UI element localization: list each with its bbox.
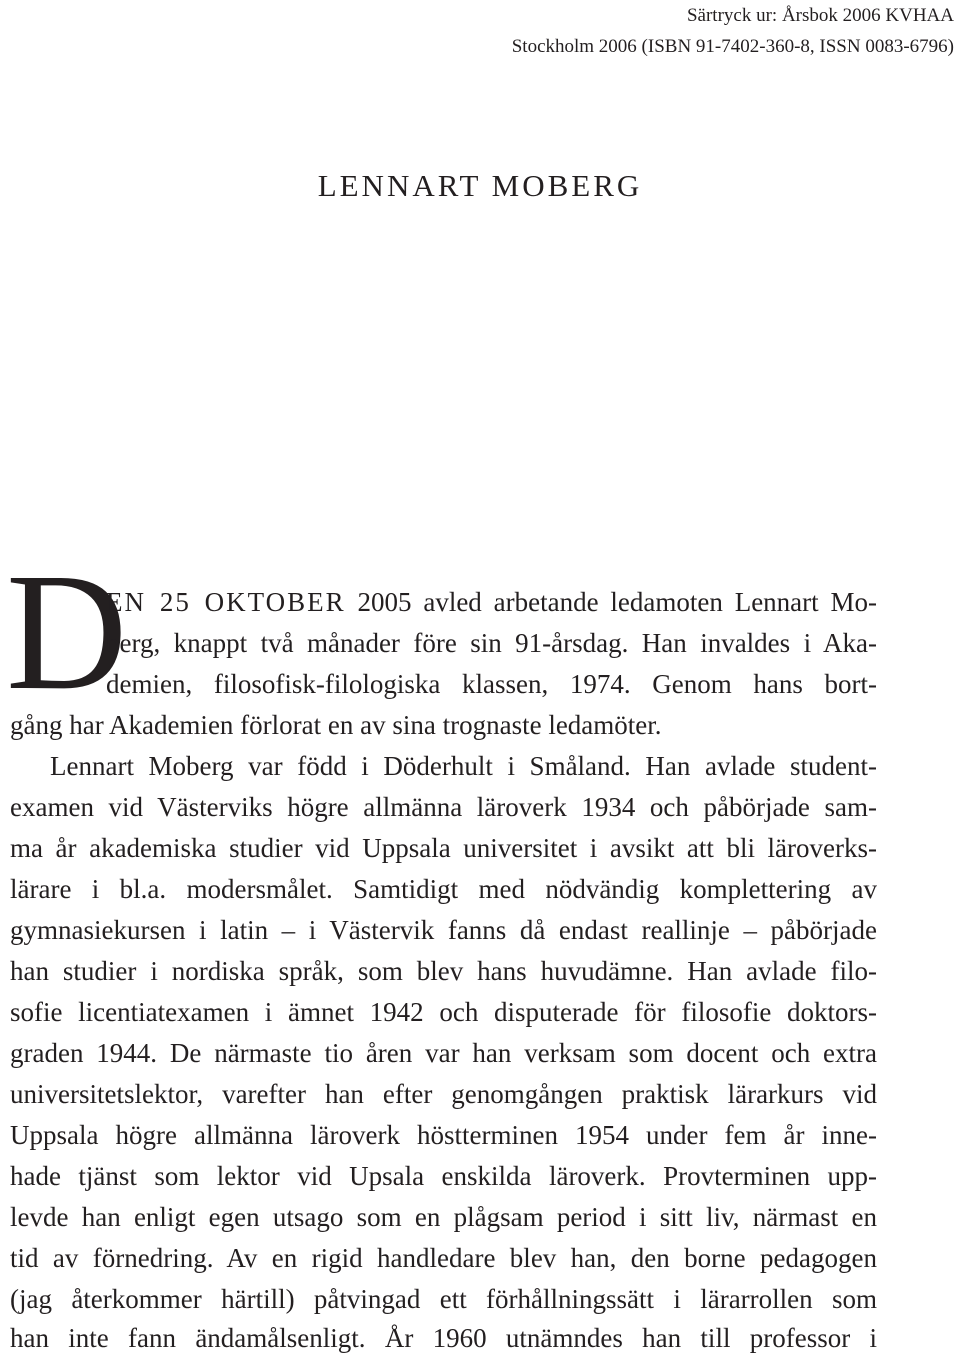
body-line: graden 1944. De närmaste tio åren var han verksam som docent och extra [10,1038,877,1068]
body-line-1: EN 25 OKTOBER 2005 avled arbetande ledamoten Lennart Mo- [106,587,877,617]
body-line: Uppsala högre allmänna läroverk höstterminen 1954 under fem år inne- [10,1120,877,1150]
body-line: hade tjänst som lektor vid Upsala enskilda läroverk. Provterminen upp- [10,1161,877,1191]
body-line: (jag återkommer härtill) påtvingad ett förhållningssätt i lärarrollen som [10,1284,877,1314]
body-line: Lennart Moberg var född i Döderhult i Småland. Han avlade student- [50,751,877,781]
body-line: levde han enligt egen utsago som en plågsam period i sitt liv, närmast en [10,1202,877,1232]
body-line: gymnasiekursen i latin – i Västervik fanns då endast reallinje – påbörjade [10,915,877,945]
body-line: demien, filosofisk-filologiska klassen, 1974. Genom hans bort- [106,669,877,699]
body-line: gång har Akademien förlorat en av sina trognaste ledamöter. [10,710,662,740]
body-line: han inte fann ändamålsenligt. År 1960 utnämndes han till professor i [10,1323,877,1353]
body-line: tid av förnedring. Av en rigid handledare blev han, den borne pedagogen [10,1243,877,1273]
body-line: sofie licentiatexamen i ämnet 1942 och disputerade för filosofie doktors- [10,997,877,1027]
publication-info: Stockholm 2006 (ISBN 91-7402-360-8, ISSN 0083-6796) [511,36,954,57]
page-title: LENNART MOBERG [317,168,643,203]
smallcaps-date: EN 25 OKTOBER [106,587,346,617]
body-line: examen vid Västerviks högre allmänna läroverk 1934 och påbörjade sam- [10,792,877,822]
body-line: berg, knappt två månader före sin 91-årsdag. Han invaldes i Aka- [106,628,877,658]
drop-cap: D [6,539,128,725]
body-line: lärare i bl.a. modersmålet. Samtidigt med nödvändig komplettering av [10,874,877,904]
body-line: ma år akademiska studier vid Uppsala universitet i avsikt att bli läroverks- [10,833,877,863]
body-line: universitetslektor, varefter han efter genomgången praktisk lärarkurs vid [10,1079,877,1109]
body-line: han studier i nordiska språk, som blev hans huvudämne. Han avlade filo- [10,956,877,986]
reprint-header [512,0,954,62]
reprint-source: Särtryck ur: Årsbok 2006 KVHAA [686,5,954,26]
